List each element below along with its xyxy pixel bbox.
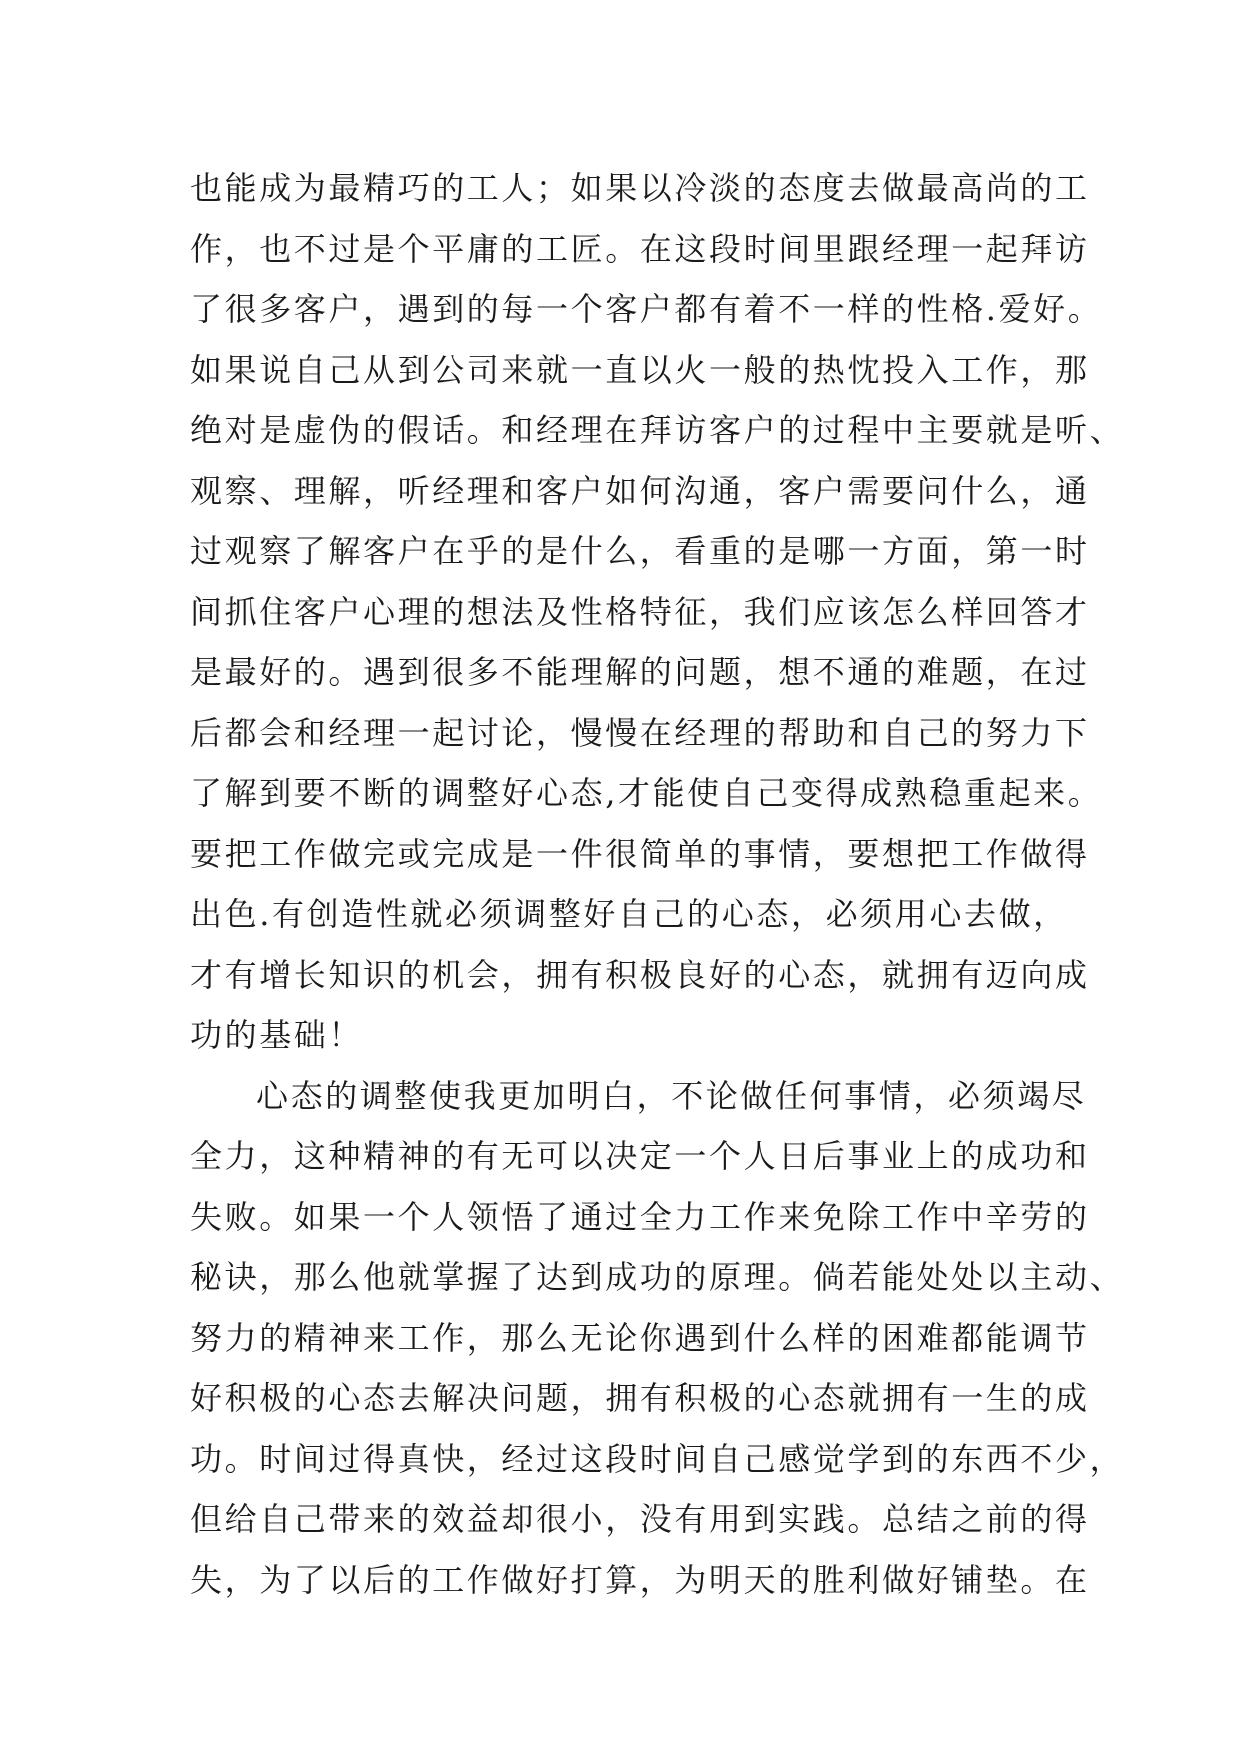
text-line: 如果说自己从到公司来就一直以火一般的热忱投入工作，那 (190, 350, 1090, 389)
text-line: 了很多客户，遇到的每一个客户都有着不一样的性格.爱好。 (190, 290, 1103, 328)
text-line: 功的基础！ (190, 1016, 364, 1054)
text-line: 好积极的心态去解决问题，拥有积极的心态就拥有一生的成 (190, 1379, 1090, 1417)
text-line: 出色.有创造性就必须调整好自己的心态，必须用心去做， (190, 895, 1068, 933)
text-line: 间抓住客户心理的想法及性格特征，我们应该怎么样回答才 (190, 592, 1090, 631)
text-line: 才有增长知识的机会，拥有积极良好的心态，就拥有迈向成 (190, 955, 1090, 994)
text-line: 功。时间过得真快，经过这段时间自己感觉学到的东西不少， (190, 1439, 1125, 1478)
document-body (190, 158, 1125, 1610)
text-line: 失，为了以后的工作做好打算，为明天的胜利做好铺垫。在 (190, 1560, 1090, 1599)
text-line: 了解到要不断的调整好心态,才能使自己变得成熟稳重起来。 (190, 774, 1103, 812)
text-line: 过观察了解客户在乎的是什么，看重的是哪一方面，第一时 (190, 532, 1090, 570)
text-line: 失败。如果一个人领悟了通过全力工作来免除工作中辛劳的 (190, 1197, 1090, 1236)
text-line: 秘诀，那么他就掌握了达到成功的原理。倘若能处处以主动、 (190, 1258, 1125, 1296)
text-line: 但给自己带来的效益却很小，没有用到实践。总结之前的得 (190, 1500, 1090, 1538)
text-line: 观察、理解，听经理和客户如何沟通，客户需要问什么，通 (190, 471, 1090, 510)
text-line: 努力的精神来工作，那么无论你遇到什么样的困难都能调节 (190, 1318, 1090, 1357)
text-line: 也能成为最精巧的工人；如果以冷淡的态度去做最高尚的工 (190, 169, 1090, 207)
text-line: 作，也不过是个平庸的工匠。在这段时间里跟经理一起拜访 (190, 229, 1090, 268)
text-line: 后都会和经理一起讨论，慢慢在经理的帮助和自己的努力下 (190, 713, 1090, 752)
paragraph-start-line: 心态的调整使我更加明白，不论做任何事情，必须竭尽 (256, 1076, 1087, 1115)
text-line: 是最好的。遇到很多不能理解的问题，想不通的难题，在过 (190, 653, 1090, 691)
text-line: 要把工作做完或完成是一件很简单的事情，要想把工作做得 (190, 834, 1090, 873)
text-line: 全力，这种精神的有无可以决定一个人日后事业上的成功和 (190, 1137, 1090, 1175)
text-line: 绝对是虚伪的假话。和经理在拜访客户的过程中主要就是听、 (190, 411, 1125, 449)
